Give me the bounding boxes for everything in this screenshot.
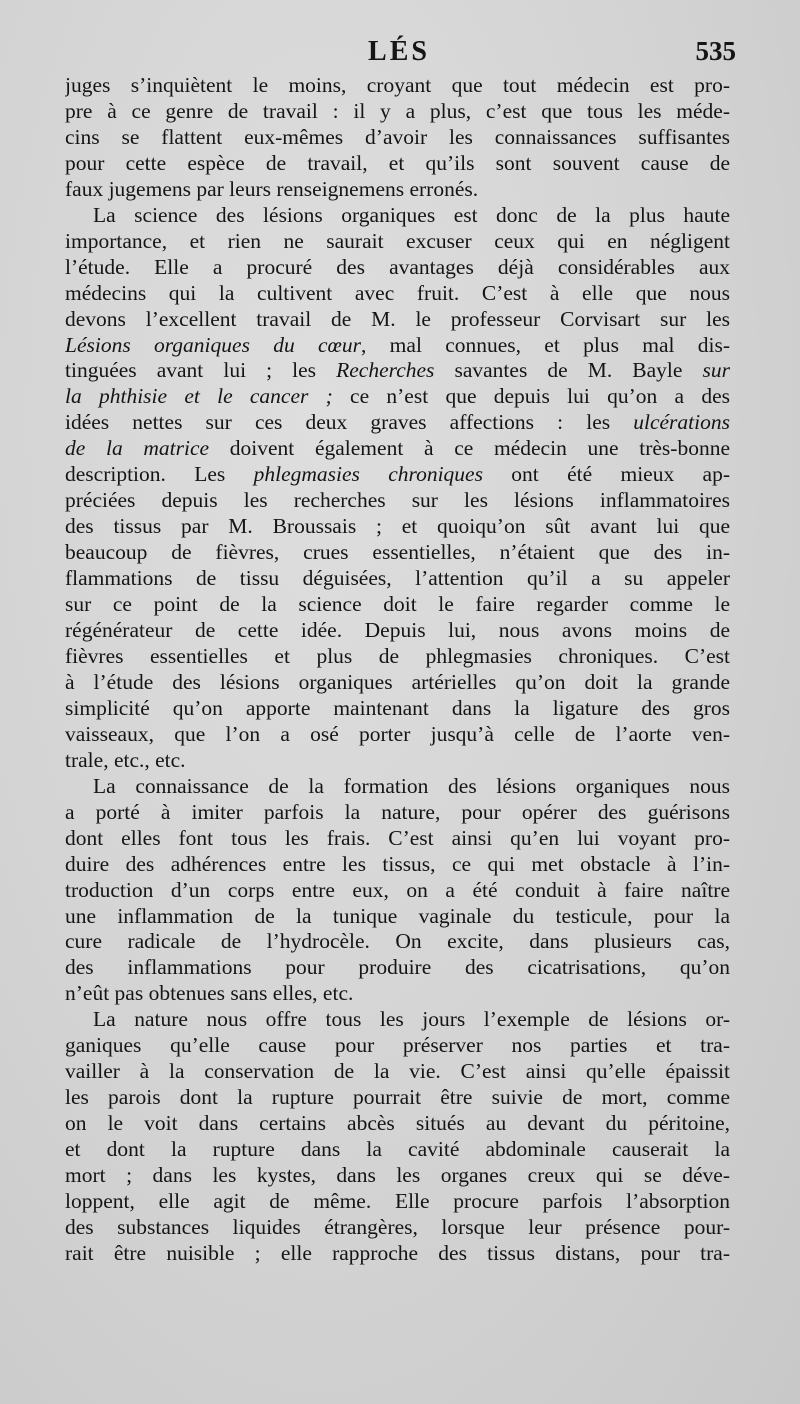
text-line [65, 929, 730, 955]
text-run: sur ce point de la science doit le faire regarder comme le [65, 592, 730, 617]
text-line [65, 1007, 730, 1033]
paragraph [65, 774, 730, 1008]
text-line [65, 774, 730, 800]
text-run: juges s’inquiètent le moins, croyant que tout médecin est pro- [65, 73, 730, 97]
text-line [65, 1137, 730, 1163]
italic-text: phlegmasies chroniques [253, 462, 483, 487]
text-line [65, 358, 730, 384]
text-line [65, 125, 730, 151]
text-run: description. Les [65, 462, 254, 487]
text-line [65, 151, 730, 177]
text-run: ce n’est que depuis lui qu’on a des [332, 384, 730, 409]
text-run: duire des adhérences entre les tissus, ce qui met obstacle à l’in- [65, 851, 730, 876]
text-run: La science des lésions organiques est donc de la plus haute [93, 202, 730, 227]
text-line [65, 255, 730, 281]
running-title: LÉS [368, 36, 430, 67]
text-line [65, 281, 730, 307]
text-line [65, 384, 730, 410]
text-run: rait être nuisible ; elle rapproche des tissus distans, pour tra- [65, 1240, 730, 1265]
text-run: faux jugemens par leurs renseignemens erronés. [65, 176, 479, 201]
text-run: à l’étude des lésions organiques artérielles qu’on doit la grande [65, 669, 730, 694]
text-line [65, 566, 730, 592]
text-run: pre à ce genre de travail : il y a plus, c’est que tous les méde- [65, 98, 730, 123]
text-run: pour cette espèce de travail, et qu’ils sont souvent cause de [65, 150, 730, 175]
text-run: beaucoup de fièvres, crues essentielles, n’étaient que des in- [65, 540, 730, 565]
text-line [65, 540, 730, 566]
paragraph [65, 1007, 730, 1267]
text-line [65, 307, 730, 333]
text-run: savantes de M. Bayle [434, 358, 703, 383]
text-run: cure radicale de l’hydrocèle. On excite, dans plusieurs cas, [65, 929, 730, 954]
text-run: La nature nous offre tous les jours l’exemple de lésions or- [93, 1007, 730, 1032]
text-run: dont elles font tous les frais. C’est ainsi qu’en lui voyant pro- [65, 825, 730, 850]
text-run: on le voit dans certains abcès situés au devant du péritoine, [65, 1111, 730, 1136]
italic-text: ulcérations [633, 410, 730, 435]
text-run: des inflammations pour produire des cicatrisations, qu’on [65, 955, 730, 980]
text-run: des substances liquides étrangères, lorsque leur présence pour- [65, 1214, 730, 1239]
text-line [65, 878, 730, 904]
page-number: 535 [695, 36, 736, 66]
text-line [65, 1059, 730, 1085]
text-line [65, 73, 730, 99]
text-run: doivent également à ce médecin une très-bonne [209, 436, 730, 461]
italic-text: Recherches [336, 358, 435, 383]
text-run: fièvres essentielles et plus de phlegmasies chroniques. C’est [65, 643, 730, 668]
text-line [65, 852, 730, 878]
italic-text: la phthisie et le cancer ; [65, 384, 333, 409]
text-line [65, 748, 730, 774]
text-run: les parois dont la rupture pourrait être suivie de mort, comme [65, 1085, 730, 1110]
text-line [65, 904, 730, 930]
text-line [65, 99, 730, 125]
text-run: flammations de tissu déguisées, l’attention qu’il a su appeler [65, 566, 730, 591]
text-run: préciées depuis les recherches sur les lésions inflammatoires [65, 488, 730, 513]
text-run: ont été mieux ap- [482, 462, 730, 487]
text-line [65, 410, 730, 436]
text-line [65, 229, 730, 255]
text-line [65, 488, 730, 514]
text-line [65, 436, 730, 462]
text-line [65, 514, 730, 540]
text-line [65, 1085, 730, 1111]
text-run: des tissus par M. Broussais ; et quoiqu’on sût avant lui que [65, 514, 730, 539]
text-line [65, 1215, 730, 1241]
text-line [65, 462, 730, 488]
text-run: troduction d’un corps entre eux, on a été conduit à faire naître [65, 877, 730, 902]
text-run: simplicité qu’on apporte maintenant dans la ligature des gros [65, 695, 730, 720]
text-line [65, 618, 730, 644]
italic-text: sur [702, 358, 730, 383]
text-run: vailler à la conservation de la vie. C’est ainsi qu’elle épaissit [65, 1059, 730, 1084]
text-line [65, 644, 730, 670]
text-run: importance, et rien ne saurait excuser ceux qui en négligent [65, 228, 730, 253]
text-run: La connaissance de la formation des lésions organiques nous [93, 773, 730, 798]
text-line [65, 696, 730, 722]
text-line [65, 592, 730, 618]
text-line [65, 333, 730, 359]
page-header [62, 36, 736, 76]
text-line [65, 1033, 730, 1059]
body-text [65, 73, 730, 1267]
paragraph [65, 203, 730, 774]
text-run: , mal connues, et plus mal dis- [361, 332, 730, 357]
text-run: devons l’excellent travail de M. le professeur Corvisart sur les [65, 306, 730, 331]
text-run: cins se flattent eux-mêmes d’avoir les connaissances suffisantes [65, 124, 730, 149]
text-line [65, 1111, 730, 1137]
text-line [65, 1189, 730, 1215]
text-line [65, 177, 730, 203]
text-run: trale, etc., etc. [65, 747, 186, 772]
text-line [65, 203, 730, 229]
text-line [65, 670, 730, 696]
text-run: régénérateur de cette idée. Depuis lui, nous avons moins de [65, 618, 730, 643]
text-run: a porté à imiter parfois la nature, pour opérer des guérisons [65, 799, 730, 824]
text-line [65, 1241, 730, 1267]
paragraph [65, 73, 730, 203]
text-run: loppent, elle agit de même. Elle procure parfois l’absorption [65, 1188, 730, 1213]
text-line [65, 955, 730, 981]
text-run: une inflammation de la tunique vaginale du testicule, pour la [65, 903, 730, 928]
text-run: idées nettes sur ces deux graves affections : les [65, 410, 634, 435]
text-line [65, 800, 730, 826]
text-run: n’eût pas obtenues sans elles, etc. [65, 981, 354, 1006]
text-run: mort ; dans les kystes, dans les organes creux qui se déve- [65, 1163, 730, 1188]
text-run: ganiques qu’elle cause pour préserver nos parties et tra- [65, 1033, 730, 1058]
text-line [65, 722, 730, 748]
text-run: tinguées avant lui ; les [65, 358, 337, 383]
text-run: l’étude. Elle a procuré des avantages déjà considérables aux [65, 254, 730, 279]
text-run: et dont la rupture dans la cavité abdominale causerait la [65, 1137, 730, 1162]
italic-text: de la matrice [65, 436, 210, 461]
text-line [65, 1163, 730, 1189]
text-line [65, 981, 730, 1007]
text-run: vaisseaux, que l’on a osé porter jusqu’à celle de l’aorte ven- [65, 721, 730, 746]
text-run: médecins qui la cultivent avec fruit. C’est à elle que nous [65, 280, 730, 305]
text-line [65, 826, 730, 852]
italic-text: Lésions organiques du cœur [65, 332, 362, 357]
